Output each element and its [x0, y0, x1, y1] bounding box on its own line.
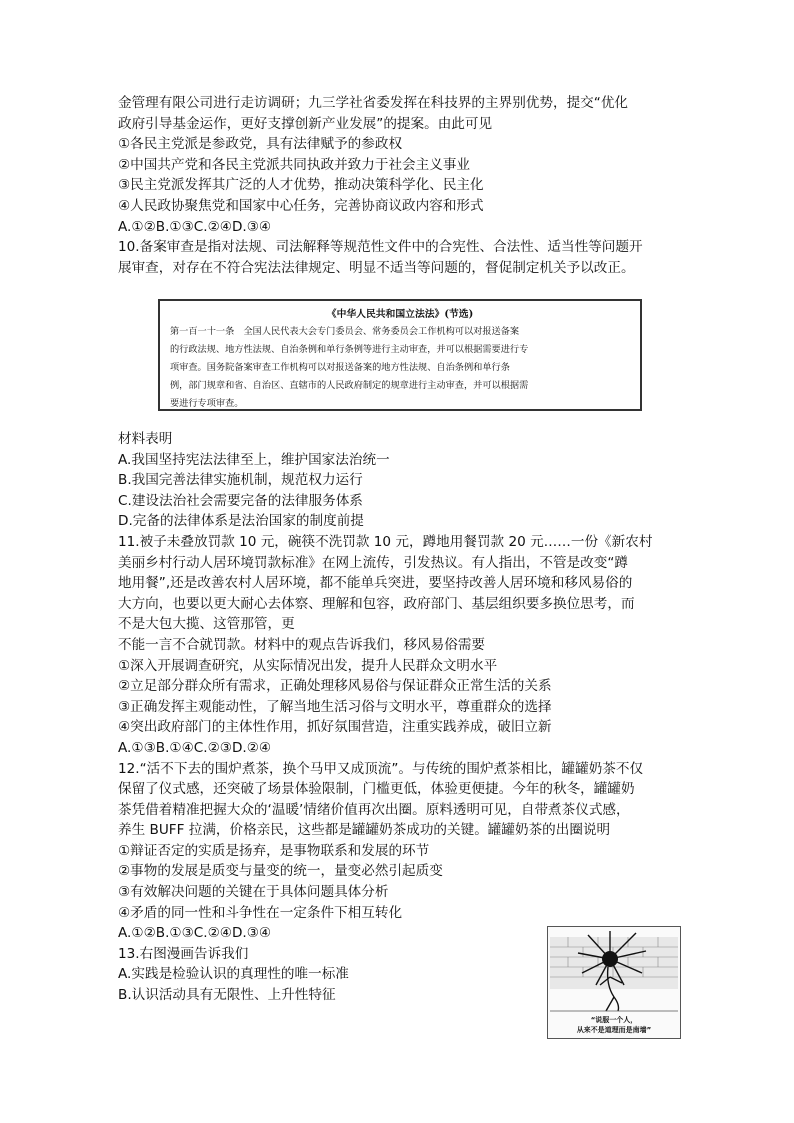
text-line: 材料表明 [118, 431, 173, 447]
question-stem: 10.备案审查是指对法规、司法解释等规范性文件中的合宪性、合法性、适当性等问题开 [118, 239, 643, 256]
option-line: ④矛盾的同一性和斗争性在一定条件下相互转化 [118, 904, 403, 921]
option-line: ①各民主党派是参政党，具有法律赋予的参政权 [118, 136, 403, 153]
option-line: A.实践是检验认识的真理性的唯一标准 [118, 966, 349, 983]
question-stem: 茶凭借着精准把握大众的‘温暖’情绪价值再次出圈。原料透明可见，自带煮茶仪式感， [118, 801, 630, 818]
option-line: A.我国坚持宪法法律至上，维护国家法治统一 [118, 451, 390, 468]
question-stem: 保留了仪式感，还突破了场景体验限制，门槛更低，体验更便捷。今年的秋冬，罐罐奶 [118, 781, 635, 798]
option-line: C.建设法治社会需要完备的法律服务体系 [118, 492, 363, 509]
question-stem: 大方向，也要以更大耐心去体察、理解和包容，政府部门、基层组织要多换位思考，而 [118, 595, 635, 612]
law-excerpt-line: 例，部门规章和省、自治区、直辖市的人民政府制定的规章进行主动审查，并可以根据需 [170, 380, 529, 391]
question-block-10-13 [118, 429, 680, 1006]
cartoon-image [547, 926, 681, 1039]
option-line: B.认识活动具有无限性、上升性特征 [118, 987, 336, 1004]
text-line: 政府引导基金运作，更好支撑创新产业发展”的提案。由此可见 [118, 115, 493, 132]
law-excerpt-line: 项审查。国务院备案审查工作机构可以对报送备案的地方性法规、自治条例和单行条 [170, 362, 510, 373]
question-stem: 11.被子未叠放罚款 10 元，碗筷不洗罚款 10 元，蹲地用餐罚款 20 元……一份《新农村 [118, 533, 653, 550]
question-stem: 地用餐”,还是改善农村人居环境，都不能单兵突进，要坚持改善人居环境和移风易俗的 [118, 575, 633, 592]
law-excerpt-line: 的行政法规、地方性法规、自治条例和单行条例等进行主动审查，并可以根据需要进行专 [170, 344, 529, 355]
option-line: ②中国共产党和各民主党派共同执政并致力于社会主义事业 [118, 156, 471, 173]
law-excerpt-line: 第一百一十一条 全国人民代表大会专门委员会、常务委员会工作机构可以对报送备案 [170, 326, 520, 337]
answer-choices: A.①③B.①④C.②③D.②④ [118, 739, 272, 756]
cartoon-caption-line-1: “说服一个人， [590, 1016, 638, 1024]
question-stem: 展审查，对存在不符合宪法法律规定、明显不适当等问题的，督促制定机关予以改正。 [118, 259, 635, 276]
question-stem: 美丽乡村行动人居环境罚款标准》在网上流传，引发热议。有人指出，不管是改变“蹲 [118, 554, 629, 571]
question-stem: 不能一言不合就罚款。材料中的观点告诉我们，移风易俗需要 [118, 636, 486, 653]
option-line: ①辩证否定的实质是扬弃，是事物联系和发展的环节 [118, 842, 430, 859]
question-stem: 13.右图漫画告诉我们 [118, 945, 249, 962]
option-line: ③正确发挥主观能动性，了解当地生活习俗与文明水平，尊重群众的选择 [118, 698, 552, 715]
text-line: 金管理有限公司进行走访调研；九三学社省委发挥在科技界的主界别优势，提交“优化 [118, 95, 629, 111]
answer-choices: A.①②B.①③C.②④D.③④ [118, 218, 272, 235]
option-line: ④人民政协聚焦党和国家中心任务，完善协商议政内容和形式 [118, 197, 484, 214]
question-stem: 12.“活不下去的围炉煮茶，换个马甲又成顶流”。与传统的围炉煮茶相比，罐罐奶茶不仅 [118, 760, 644, 777]
law-excerpt-line: 要进行专项审查。 [170, 398, 244, 409]
law-excerpt-title: 《中华人民共和国立法法》(节选) [326, 309, 474, 320]
cartoon-caption-line-2: 从来不是道理而是南墙” [576, 1026, 652, 1034]
question-block-9-10 [118, 93, 680, 278]
option-line: ④突出政府部门的主体性作用，抓好氛围营造，注重实践养成，破旧立新 [118, 719, 552, 736]
answer-choices: A.①②B.①③C.②④D.③④ [118, 925, 272, 942]
question-stem: 养生 BUFF 拉满，价格亲民，这些都是罐罐奶茶成功的关键。罐罐奶茶的出圈说明 [118, 822, 611, 839]
option-line: B.我国完善法律实施机制，规范权力运行 [118, 472, 363, 489]
option-line: ②事物的发展是质变与量变的统一，量变必然引起质变 [118, 863, 443, 880]
option-line: D.完备的法律体系是法治国家的制度前提 [118, 513, 364, 530]
impact-center [602, 951, 618, 967]
option-line: ②立足部分群众所有需求，正确处理移风易俗与保证群众正常生活的关系 [118, 678, 552, 695]
option-line: ③民主党派发挥其广泛的人才优势，推动决策科学化、民主化 [118, 177, 484, 194]
option-line: ①深入开展调查研究，从实际情况出发，提升人民群众文明水平 [118, 657, 498, 674]
option-line: ③有效解决问题的关键在于具体问题具体分析 [118, 884, 389, 901]
law-excerpt-box [158, 299, 642, 411]
question-stem: 不是大包大揽、这管那管，更 [118, 616, 295, 633]
